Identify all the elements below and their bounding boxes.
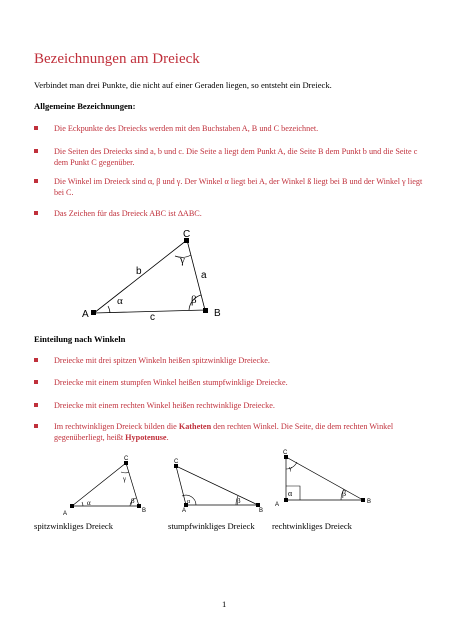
- general-bullet-1: Die Eckpunkte des Dreiecks werden mit den Buchstaben A, B und C bezeichnet.: [34, 123, 426, 134]
- acute-alpha-label: α: [87, 499, 91, 507]
- right-gamma-label: γ: [289, 466, 292, 472]
- acute-caption: spitzwinkliges Dreieck: [34, 521, 113, 531]
- angles-bullet-4: Im rechtwinkligen Dreieck bilden die Katheten den rechten Winkel. Die Seite, die dem rechten Winkel gegenüberliegt, heißt Hypotenuse.: [34, 421, 426, 443]
- acute-vertex-c-label: C: [124, 456, 129, 462]
- right-alpha-label: α: [288, 489, 293, 498]
- side-c-label: c: [150, 312, 155, 323]
- intro-text: Verbindet man drei Punkte, die nicht auf einer Geraden liegen, so entsteht ein Dreieck.: [34, 80, 332, 90]
- side-b-label: b: [136, 266, 142, 277]
- page-title: Bezeichnungen am Dreieck: [34, 51, 200, 67]
- angles-heading: Einteilung nach Winkeln: [34, 334, 126, 344]
- hypotenuse-term: Hypotenuse: [125, 433, 167, 442]
- obtuse-caption: stumpfwinkliges Dreieck: [168, 521, 255, 531]
- right-vertex-b-label: B: [367, 499, 372, 505]
- acute-gamma-label: γ: [123, 475, 127, 483]
- vertex-b-label: B: [214, 308, 221, 319]
- acute-vertex-b-label: B: [142, 508, 147, 514]
- acute-beta-label: β: [131, 497, 135, 505]
- katheten-term: Katheten: [178, 422, 212, 431]
- angle-beta-label: β: [191, 294, 197, 306]
- obtuse-vertex-b-marker: [256, 503, 260, 507]
- right-vertex-a-label: A: [275, 502, 280, 508]
- acute-vertex-a-marker: [70, 504, 74, 508]
- general-heading: Allgemeine Bezeichnungen:: [34, 101, 136, 111]
- obtuse-vertex-a-label: A: [182, 508, 187, 514]
- acute-vertex-b-marker: [137, 504, 141, 508]
- obtuse-vertex-c-label: C: [174, 459, 179, 465]
- angle-gamma-label: γ: [180, 254, 185, 266]
- page-number: 1: [222, 599, 227, 609]
- obtuse-alpha-label: α: [187, 499, 191, 505]
- general-bullet-3: Die Winkel im Dreieck sind α, β und γ. Der Winkel α liegt bei A, der Winkel ß liegt bei B und der Winkel γ liegt bei C.: [34, 176, 426, 198]
- acute-vertex-a-label: A: [63, 511, 68, 517]
- obtuse-triangle: [174, 459, 263, 514]
- angles-bullet-3: Dreiecke mit einem rechten Winkel heißen rechtwinklige Dreiecke.: [34, 400, 426, 411]
- right-beta-label: β: [342, 489, 347, 498]
- angle-alpha-label: α: [117, 295, 123, 307]
- angles-bullet-2: Dreiecke mit einem stumpfen Winkel heißen stumpfwinklige Dreiecke.: [34, 377, 426, 388]
- vertex-c-label: C: [183, 229, 191, 240]
- side-a-label: a: [201, 270, 207, 281]
- right-triangle: [275, 450, 371, 508]
- general-bullet-4: Das Zeichen für das Dreieck ABC ist ∆ABC.: [34, 208, 426, 219]
- obtuse-beta-label: β: [237, 497, 241, 505]
- general-bullet-2: Die Seiten des Dreiecks sind a, b und c. Die Seite a liegt dem Punkt A, die Seite B dem Punkt b und die Seite c dem Punkt C gegenüber.: [34, 146, 426, 168]
- obtuse-vertex-b-label: B: [259, 508, 264, 514]
- right-vertex-a-marker: [284, 498, 288, 502]
- right-vertex-b-marker: [361, 498, 365, 502]
- angles-bullet-1: Dreiecke mit drei spitzen Winkeln heißen spitzwinklige Dreiecke.: [34, 355, 426, 366]
- acute-triangle: [63, 456, 146, 517]
- vertex-a-label: A: [82, 309, 89, 320]
- right-caption: rechtwinkliges Dreieck: [272, 521, 352, 531]
- right-vertex-c-label: C: [283, 450, 288, 456]
